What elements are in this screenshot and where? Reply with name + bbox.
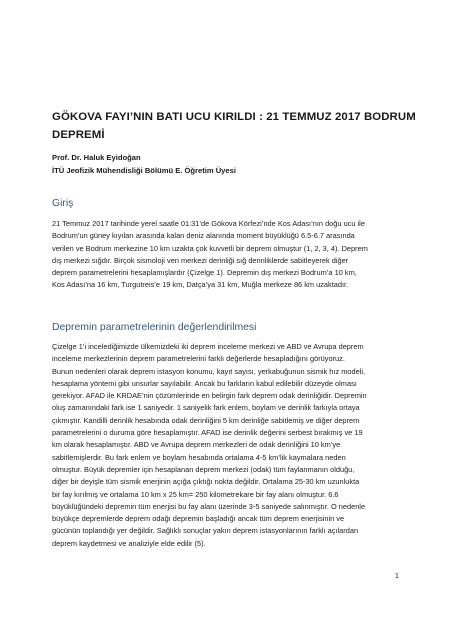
text-line: Bodrum’un güney kıyıları arasında kalan deniz alanında moment büyüklüğü 6.5-6.7 arasında [52, 231, 355, 241]
text-line: gerekiyor. AFAD ile KRDAE’nin çözümlerinde en belirgin fark deprem odak derinliğidir. Depremin [52, 391, 367, 401]
introduction-paragraph [52, 218, 404, 292]
text-line: diğer bir deyişle tüm sismik enerjinin açığa çıktığı nokta değildir. Ortalama 25-30 km uzunlukta [52, 477, 360, 487]
author-name: Prof. Dr. Haluk Eyidoğan [52, 153, 141, 162]
author-affiliation: İTÜ Jeofizik Mühendisliği Bölümü E. Öğretim Üyesi [52, 166, 236, 175]
text-line: Çizelge 1’i incelediğimizde ülkemizdeki iki deprem inceleme merkezi ve ABD ve Avrupa deprem [52, 342, 364, 351]
document-title [52, 108, 416, 144]
text-line: km olarak hesaplamıştır. ABD ve Avrupa deprem merkezleri de odak derinliğini 10 km’ye [52, 440, 341, 450]
text-line: Kos Adası’na 16 km, Turgutreis’e 19 km, Datça’ya 31 km, Muğla merkeze 86 km uzaktadır. [52, 280, 349, 290]
title-line: DEPREMİ [52, 129, 105, 141]
text-line: hesaplama yöntemi gibi unsurlar sayılabilir. Ancak bu farkların kabul edilebilir düzeyde olması [52, 378, 357, 388]
section-heading-parameters: Depremin parametrelerinin değerlendirilmesi [52, 322, 257, 333]
text-line: inceleme merkezlerinin deprem parametrelerini farklı değerlerde hesapladığını görüyoruz. [52, 354, 345, 364]
text-line: büyükçe depremlerde deprem odağı depremin başladığı ancak tüm deprem enerjisinin ve [52, 514, 345, 524]
text-line: verilen ve Bodrum merkezine 10 km uzakta çok kuvvetli bir deprem olmuştur (1, 2, 3, 4). Deprem [52, 243, 368, 253]
text-line: deprem kaydetmesi ve analiziyle elde edilir (5). [52, 538, 206, 548]
text-line: 21 Temmuz 2017 tarihinde yerel saatle 01:31’de Gökova Körfezi’nde Kos Adası’nın doğu ucu ile [52, 219, 365, 228]
title-line: GÖKOVA FAYI’NIN BATI UCU KIRILDI : 21 TEMMUZ 2017 BODRUM [52, 111, 416, 123]
text-line: oluş zamanındaki fark ise 1 saniyedir. 1 saniyelik fark enlem, boylam ve derinlik farkıyla ortaya [52, 403, 360, 413]
text-line: çıkmıştır. Kandilli derinlik hesabında odak derinliğini 5 km derinliğe sabitlemiş ve diğer deprem [52, 415, 360, 425]
text-line: bir fay kırılmış ve ortalama 10 km x 25 km= 250 kilometrekare bir fay alanı olmuştur. 6.6 [52, 489, 339, 499]
text-line: sabitlemişlerdir. Bu fark enlem ve boylam hesabında ortalama 4-5 km’lik kaymalara neden [52, 452, 346, 462]
text-line: büyüklüğündeki depremin tüm enerjisi bu fay alanı üzerinde 3-5 saniyede salınmıştır. O nedenle [52, 501, 366, 511]
page-number: 1 [395, 573, 399, 580]
text-line: deprem parametrelerini hesaplamışlardır (Çizelge 1). Depremin dış merkezi Bodrum’a 10 km, [52, 268, 357, 278]
section-heading-introduction: Giriş [52, 198, 74, 209]
text-line: Bunun nedenleri olarak deprem istasyon konumu, kayıt sayısı, yerkabuğunun sismik hız modeli, [52, 366, 366, 376]
text-line: olmuştur. Büyük depremler için hesaplanan deprem merkezi (odak) tüm faylanmanın olduğu, [52, 464, 355, 474]
text-line: parametrelerini o duruma göre hesaplamıştır. AFAD ise derinlik değerini serbest bırakmış ve 19 [52, 428, 363, 438]
parameters-paragraph [52, 341, 404, 550]
text-line: gücünün toplandığı yer değildir. Sağlıklı sonuçlar yakın deprem istasyonlarının farklı açılardan [52, 526, 359, 536]
text-line: dış merkezi sığdır. Birçok sismoloji veri merkezi derinliği sığ derinliklerde sabitleyerek diğer [52, 255, 349, 265]
